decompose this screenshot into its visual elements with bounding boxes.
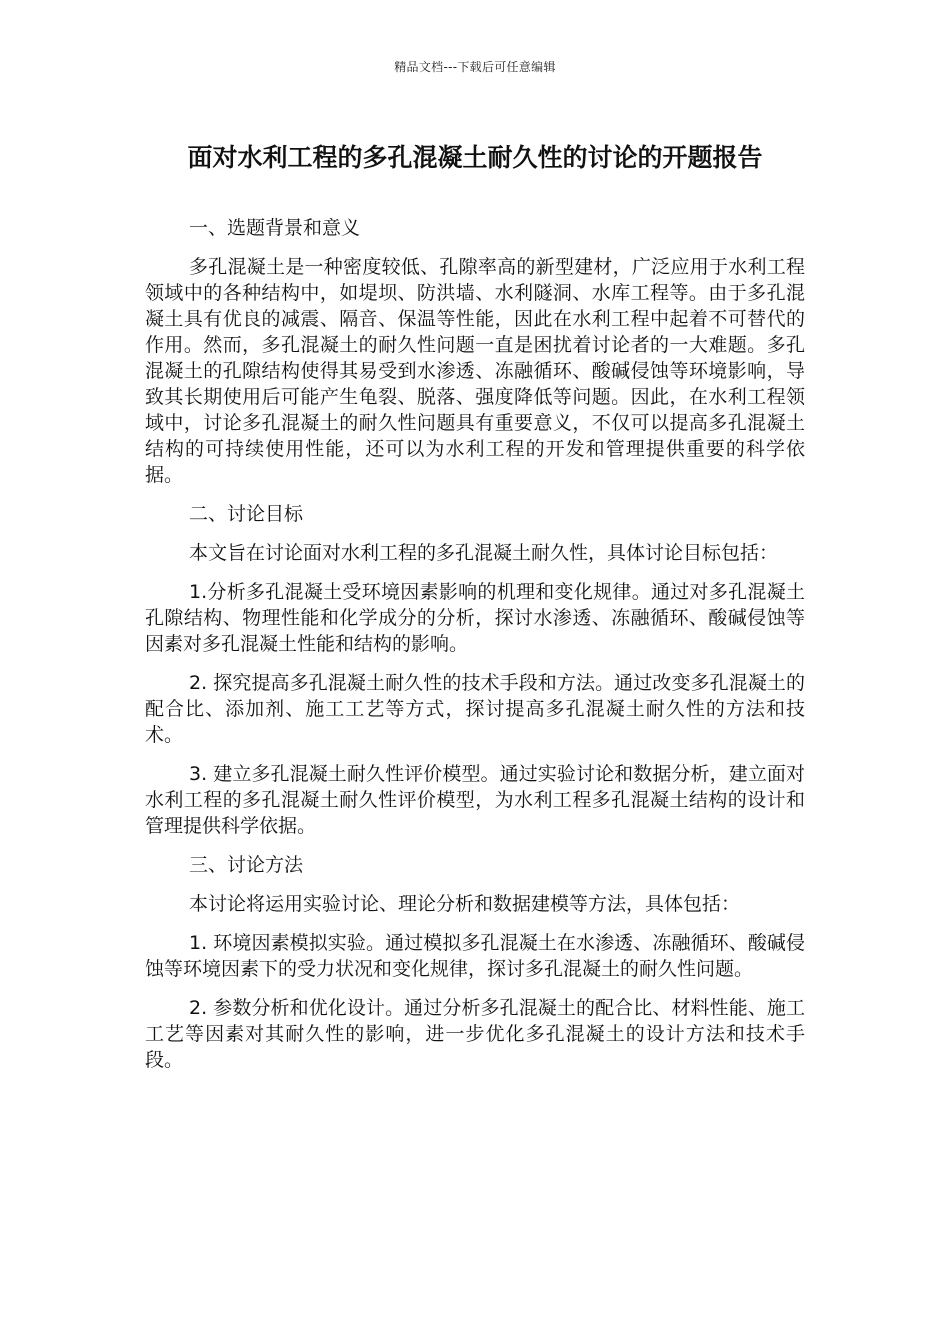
paragraph-objectives-intro: 本文旨在讨论面对水利工程的多孔混凝土耐久性，具体讨论目标包括： — [189, 542, 779, 564]
header-note: 精品文档---下载后可任意编辑 — [394, 60, 556, 74]
section-heading-methods: 三、讨论方法 — [189, 854, 304, 876]
paragraph-background: 多孔混凝土是一种密度较低、孔隙率高的新型建材，广泛应用于水利工程领域中的各种结构中，如堤坝、防洪墙、水利隧洞、水库工程等。由于多孔混凝土具有优良的减震、隔音、保温等性能，因此在水利工程中起着不可替代的作用。然而，多孔混凝土的耐久性问题一直是困扰着讨论者的一大难题。多孔混凝土的孔隙结构使得其易受到水渗透、冻融循环、酸碱侵蚀等环境影响，导致其长期使用后可能产生龟裂、脱落、强度降低等问题。因此，在水利工程领域中，讨论多孔混凝土的耐久性问题具有重要意义，不仅可以提高多孔混凝土结构的可持续使用性能，还可以为水利工程的开发和管理提供重要的科学依据。 — [145, 256, 805, 486]
method-item-1: 1. 环境因素模拟实验。通过模拟多孔混凝土在水渗透、冻融循环、酸碱侵蚀等环境因素下的受力状况和变化规律，探讨多孔混凝土的耐久性问题。 — [145, 932, 805, 980]
objective-item-1: 1.分析多孔混凝土受环境因素影响的机理和变化规律。通过对多孔混凝土孔隙结构、物理性能和化学成分的分析，探讨水渗透、冻融循环、酸碱侵蚀等因素对多孔混凝土性能和结构的影响。 — [145, 581, 805, 655]
document-title: 面对水利工程的多孔混凝土耐久性的讨论的开题报告 — [187, 143, 763, 172]
method-item-2: 2. 参数分析和优化设计。通过分析多孔混凝土的配合比、材料性能、施工工艺等因素对其耐久性的影响，进一步优化多孔混凝土的设计方法和技术手段。 — [145, 997, 805, 1071]
objective-item-3: 3. 建立多孔混凝土耐久性评价模型。通过实验讨论和数据分析，建立面对水利工程的多孔混凝土耐久性评价模型，为水利工程多孔混凝土结构的设计和管理提供科学依据。 — [145, 763, 805, 837]
section-heading-background: 一、选题背景和意义 — [189, 217, 361, 239]
document-body — [145, 215, 805, 1086]
paragraph-methods-intro: 本讨论将运用实验讨论、理论分析和数据建模等方法，具体包括： — [189, 893, 741, 915]
objective-item-2: 2. 探究提高多孔混凝土耐久性的技术手段和方法。通过改变多孔混凝土的配合比、添加剂、施工工艺等方式，探讨提高多孔混凝土耐久性的方法和技术。 — [145, 672, 805, 746]
section-heading-objectives: 二、讨论目标 — [189, 503, 304, 525]
